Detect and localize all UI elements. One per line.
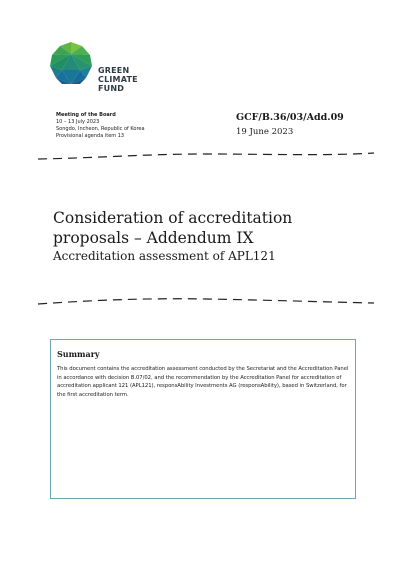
org-name-line3: FUND	[98, 84, 125, 93]
summary-heading: Summary	[57, 349, 100, 359]
meeting-dates: 10 – 13 July 2023	[56, 119, 100, 125]
document-reference	[236, 111, 344, 139]
summary-text: This document contains the accreditation assessment conducted by the Secretariat and the Accreditation Panel in accordance with decision B.07/02, and the recommendation by the Accreditation Panel for accreditation of accreditation applicant 121 (APL121), responsAbility Investments AG (responsAbility), based in Switzerland, for the first accreditation term.	[57, 366, 349, 398]
document-subtitle: Accreditation assessment of APL121	[53, 249, 276, 263]
top-wave-divider	[36, 150, 376, 162]
org-name	[98, 66, 138, 93]
bottom-wave-divider	[36, 294, 376, 306]
org-name-line1: GREEN	[98, 66, 130, 75]
globe-logo-icon	[48, 40, 94, 88]
document-title: Consideration of accreditation proposals – Addendum IX	[53, 209, 293, 247]
summary-box	[50, 339, 356, 499]
document-symbol: GCF/B.36/03/Add.09	[236, 112, 344, 123]
document-date: 19 June 2023	[236, 127, 294, 137]
meeting-title: Meeting of the Board	[56, 112, 116, 118]
document-titles	[53, 208, 373, 264]
gcf-logo	[48, 40, 148, 100]
meeting-agenda: Provisional agenda item 13	[56, 133, 125, 139]
meeting-location: Songdo, Incheon, Republic of Korea	[56, 126, 145, 132]
meeting-info	[56, 112, 145, 140]
org-name-line2: CLIMATE	[98, 75, 138, 84]
